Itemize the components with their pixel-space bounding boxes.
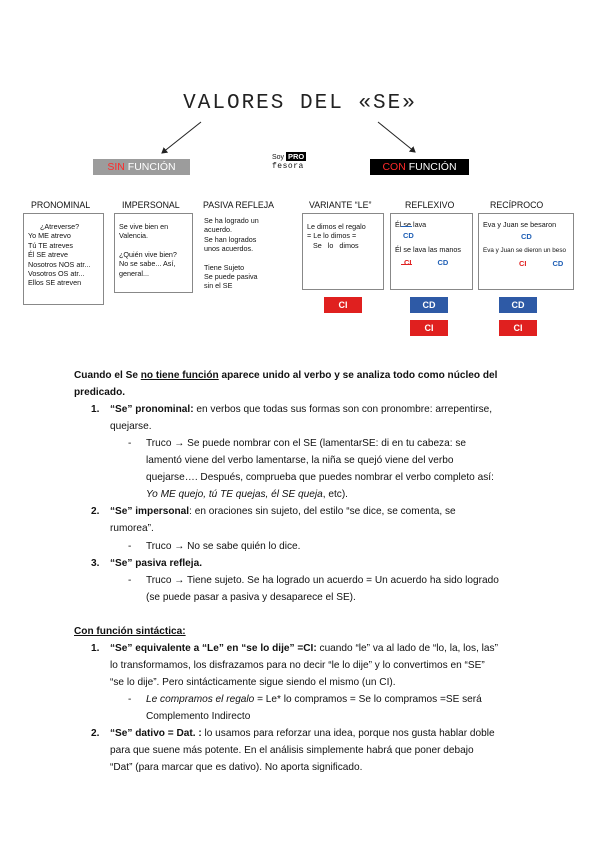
header-pasiva: PASIVA REFLEJA bbox=[203, 200, 275, 210]
header-reciproco: RECÍPROCO bbox=[490, 200, 544, 210]
example-italic: Le compramos el regalo bbox=[146, 694, 255, 705]
dash: - bbox=[128, 438, 132, 449]
item-1-title: “Se” pronominal: bbox=[110, 404, 194, 415]
cd-label: CD bbox=[403, 231, 414, 241]
box-line: Se vive bien en bbox=[119, 222, 169, 231]
example-italic: Yo ME quejo, tú TE quejas, él SE queja bbox=[146, 489, 323, 500]
box-line: = Le lo dimos = bbox=[307, 231, 357, 241]
dash: - bbox=[128, 575, 132, 586]
cd-label: CD bbox=[552, 259, 564, 269]
sin-rest: FUNCIÓN bbox=[124, 161, 176, 173]
sin-label: SIN bbox=[107, 161, 125, 173]
box-line: ¿Atreverse? bbox=[40, 222, 80, 231]
box-line: general... bbox=[119, 268, 149, 278]
con-funcion-title: Con función sintáctica: bbox=[74, 626, 186, 637]
box-line: Él se lava las manos bbox=[395, 244, 461, 254]
con-rest: FUNCIÓN bbox=[405, 161, 457, 173]
item-2-truco: Truco → No se sabe quién lo dice. bbox=[146, 541, 301, 552]
item-2-text: : en oraciones sin sujeto, del estilo “se dice, se comenta, se bbox=[189, 506, 456, 517]
intro-text: aparece unido al verbo y se analiza todo como núcleo del bbox=[218, 370, 498, 381]
item-number: 2. bbox=[91, 506, 100, 517]
intro-text: Cuando el Se bbox=[74, 370, 141, 381]
con-label: CON bbox=[382, 161, 406, 173]
con-item-2-text: lo usamos para reforzar una idea, porque nos gusta hablar doble bbox=[201, 728, 495, 739]
box-line: Tiene Sujeto bbox=[204, 262, 245, 272]
page-title: VALORES DEL «SE» bbox=[183, 92, 417, 115]
con-item-2-line-3: “Dat” (para marcar que es dativo). No aporta significado. bbox=[110, 762, 363, 773]
tag-variante-ci: CI bbox=[324, 297, 362, 313]
example-text: = Le* lo compramos = Se lo compramos =SE será bbox=[254, 694, 482, 705]
intro-line-2: predicado. bbox=[74, 387, 126, 398]
box-line: Eva y Juan se besaron bbox=[483, 220, 557, 229]
tag-reciproco-ci: CI bbox=[499, 320, 537, 336]
dash: - bbox=[128, 541, 132, 552]
cd-label: CD bbox=[437, 258, 449, 268]
item-1-truco-4 bbox=[146, 486, 348, 503]
item-3-title: “Se” pasiva refleja. bbox=[110, 558, 203, 569]
con-item-1-line-1 bbox=[110, 640, 498, 657]
tag-reflexivo-cd: CD bbox=[410, 297, 448, 313]
con-item-1-example-2: Complemento Indirecto bbox=[146, 711, 251, 722]
ci-label: CI bbox=[519, 259, 527, 269]
item-1-text: en verbos que todas sus formas son con pronombre: arrepentirse, bbox=[193, 404, 493, 415]
header-impersonal: IMPERSONAL bbox=[122, 200, 180, 210]
box-line: Vosotros OS atr... bbox=[28, 269, 85, 279]
con-item-1-line-3: “se lo dije”. Pero sintácticamente sigue siendo el mismo (un CI). bbox=[110, 677, 396, 688]
item-1-truco-3: quejarse…. Después, comprueba que puedes nombrar el verbo completo así: bbox=[146, 472, 494, 483]
ci-label: CI bbox=[404, 258, 412, 268]
con-item-2-title: “Se” dativo = Dat. : bbox=[110, 728, 202, 739]
box-line: No se sabe... Así, bbox=[119, 259, 176, 269]
item-2-line-2: rumorea”. bbox=[110, 523, 154, 534]
item-1-line-2: quejarse. bbox=[110, 421, 152, 432]
box-line: Yo ME atrevo bbox=[28, 231, 71, 241]
header-variante: VARIANTE “LE” bbox=[309, 200, 372, 210]
logo-pro: PRO bbox=[288, 152, 305, 161]
tag-reflexivo-ci: CI bbox=[410, 320, 448, 336]
box-line: unos acuerdos. bbox=[204, 244, 254, 254]
box-line: Se han logrados bbox=[204, 234, 257, 244]
con-item-1-example-1 bbox=[146, 691, 482, 708]
con-item-2-line-2: para que suene más potente. En el análisis simplemente habrá que poner debajo bbox=[110, 745, 474, 756]
box-line: Valencia. bbox=[119, 231, 149, 241]
item-3-truco-2: (se puede pasar a pasiva y desaparece el SE). bbox=[146, 592, 356, 603]
item-number: 1. bbox=[91, 404, 100, 415]
item-number: 2. bbox=[91, 728, 100, 739]
box-line: ¿Quién vive bien? bbox=[119, 249, 177, 259]
con-item-1-line-2: lo transformamos, los disfrazamos para no decir “le lo dije” y lo convertimos en “SE” bbox=[110, 660, 485, 671]
header-reflexivo: REFLEXIVO bbox=[405, 200, 455, 210]
con-item-1-text: cuando “le” va al lado de “lo, la, los, las” bbox=[316, 643, 498, 654]
intro-underlined: no tiene función bbox=[140, 370, 219, 381]
box-line: Eva y Juan se dieron un beso bbox=[483, 246, 566, 254]
box-line: Le dimos el regalo bbox=[307, 222, 366, 231]
box-line: Él se lava bbox=[395, 220, 427, 229]
con-item-2-line-1 bbox=[110, 725, 495, 742]
box-line: Tú TE atreves bbox=[28, 240, 74, 250]
logo-fesora: fesora bbox=[272, 162, 304, 171]
box-line: sin el SE bbox=[204, 281, 233, 291]
item-number: 1. bbox=[91, 643, 100, 654]
item-3-truco-1: Truco → Tiene sujeto. Se ha logrado un acuerdo = Un acuerdo ha sido logrado bbox=[146, 575, 499, 586]
con-item-1-title: “Se” equivalente a “Le” en “se lo dije” =CI: bbox=[110, 643, 317, 654]
box-line: Nosotros NOS atr... bbox=[28, 259, 91, 269]
box-line: acuerdo. bbox=[204, 225, 232, 235]
item-1-line-1 bbox=[110, 401, 492, 418]
box-line: Se ha logrado un bbox=[204, 216, 259, 225]
box-line: Se lo dimos bbox=[313, 240, 359, 250]
example-end: , etc). bbox=[322, 489, 348, 500]
box-line: Él SE atreve bbox=[28, 250, 68, 260]
item-1-truco-2: lamentó viene del verbo lamentarse, la niña se quejó viene del verbo bbox=[146, 455, 454, 466]
box-line: Se puede pasiva bbox=[204, 272, 258, 282]
intro-line-1 bbox=[74, 367, 497, 384]
item-number: 3. bbox=[91, 558, 100, 569]
tag-reciproco-cd: CD bbox=[499, 297, 537, 313]
logo-soy: Soy bbox=[272, 154, 285, 161]
box-line: Ellos SE atreven bbox=[28, 278, 82, 288]
item-1-truco-1: Truco → Se puede nombrar con el SE (lamentarSE: di en tu cabeza: se bbox=[146, 438, 466, 449]
cd-label: CD bbox=[521, 232, 532, 242]
header-pronominal: PRONOMINAL bbox=[31, 200, 91, 210]
item-2-title: “Se” impersonal bbox=[110, 506, 190, 517]
item-2-line-1 bbox=[110, 503, 456, 520]
dash: - bbox=[128, 694, 132, 705]
